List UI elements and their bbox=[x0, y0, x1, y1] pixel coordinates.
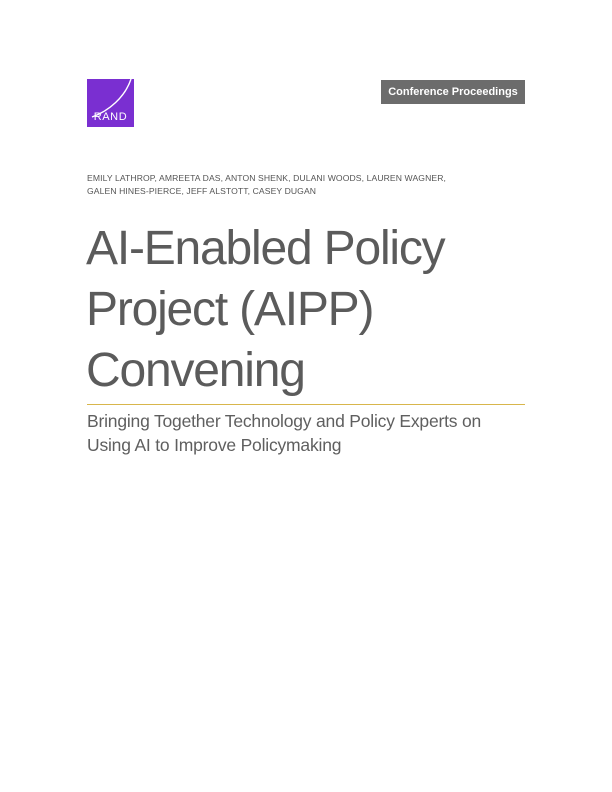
title-line: Convening bbox=[86, 344, 305, 397]
author-line: GALEN HINES-PIERCE, JEFF ALSTOTT, CASEY DUGAN bbox=[87, 186, 317, 196]
report-subtitle bbox=[87, 409, 527, 457]
title-line: AI-Enabled Policy bbox=[86, 222, 445, 275]
author-list bbox=[87, 172, 527, 198]
rand-logo bbox=[87, 79, 134, 127]
logo-text: RAND bbox=[93, 111, 128, 123]
document-type-badge: Conference Proceedings bbox=[381, 80, 525, 104]
title-divider bbox=[87, 404, 525, 405]
report-title bbox=[86, 218, 526, 401]
subtitle-line: Using AI to Improve Policymaking bbox=[87, 435, 342, 455]
author-line: EMILY LATHROP, AMREETA DAS, ANTON SHENK, DULANI WOODS, LAUREN WAGNER, bbox=[87, 173, 446, 183]
title-line: Project (AIPP) bbox=[86, 283, 374, 336]
subtitle-line: Bringing Together Technology and Policy Experts on bbox=[87, 411, 482, 431]
